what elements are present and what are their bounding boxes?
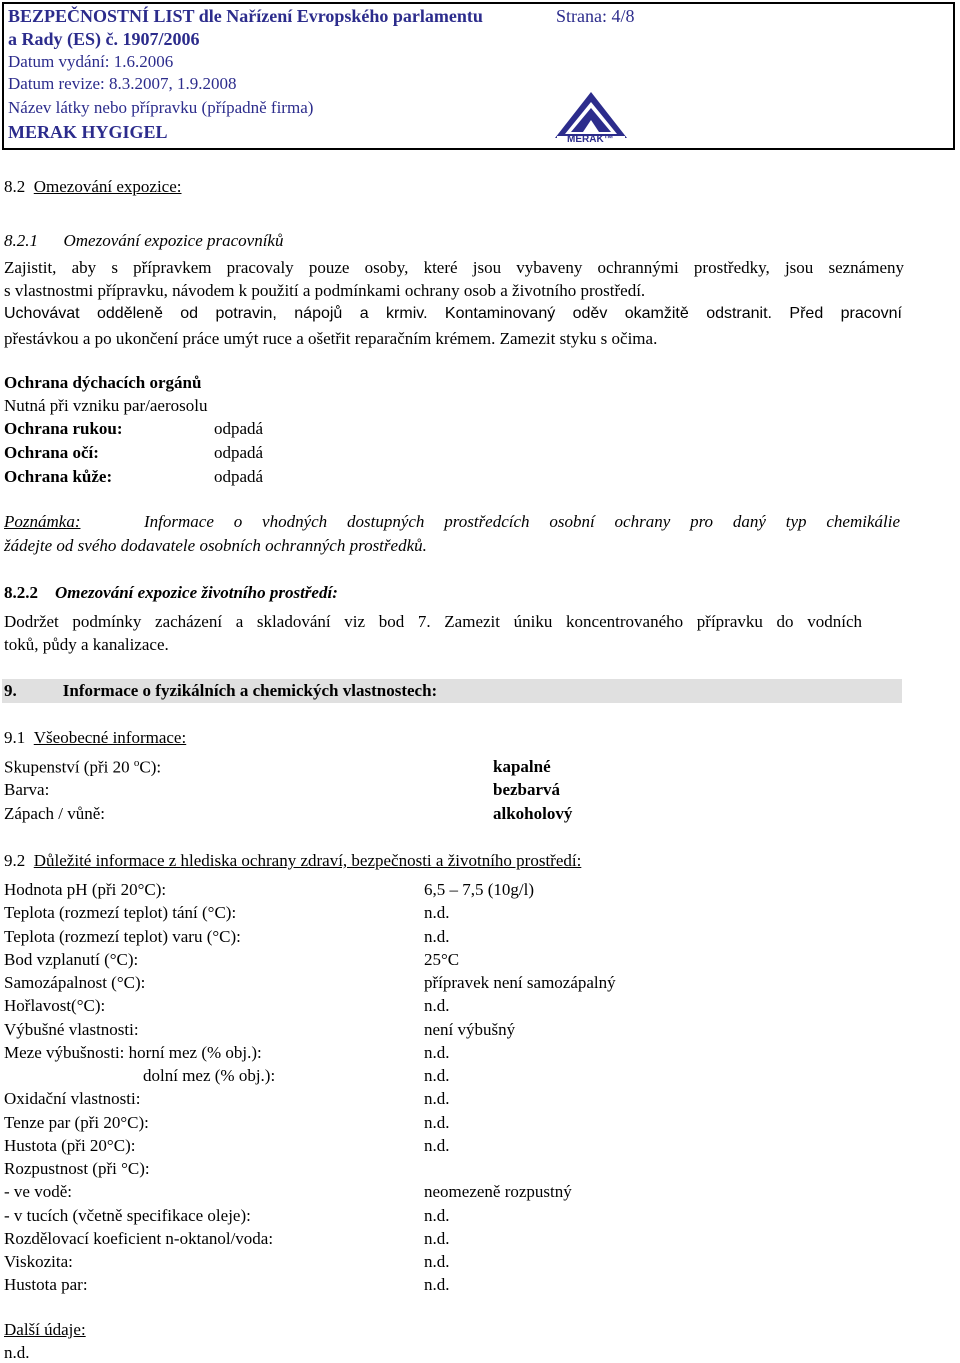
protection-paragraph-line2: s vlastnostmi přípravku, návodem k použití a podmínkami ochrany osob a životního prostředí. (4, 281, 646, 300)
issue-date: Datum vydání: 1.6.2006 (8, 52, 174, 71)
section-title: Všeobecné informace: (33, 728, 187, 747)
header-title-line2: a Rady (ES) č. 1907/2006 (8, 29, 200, 49)
note-line1: Informace o vhodných dostupných prostředcích osobní ochrany pro daný typ chemikálie (144, 512, 900, 531)
storage-paragraph-line2: přestávkou a po ukončení práce umýt ruce a ošetřit reparačním krémem. Zamezit styku s očima. (4, 329, 658, 348)
merak-logo (553, 90, 629, 148)
note-line2: žádejte od svého dodavatele osobních ochranných prostředků. (4, 536, 427, 555)
section-9-heading (4, 681, 437, 701)
property-label: Hodnota pH (při 20°C): (4, 880, 167, 899)
property-label: Meze výbušnosti: horní mez (% obj.): (4, 1043, 262, 1062)
property-value: n.d. (424, 1229, 450, 1248)
section-8-2-1-heading (4, 231, 283, 251)
property-value: neomezeně rozpustný (424, 1182, 572, 1201)
further-data-title: Další údaje: (4, 1320, 86, 1339)
property-label: Samozápalnost (°C): (4, 973, 146, 992)
property-label: Teplota (rozmezí teplot) varu (°C): (4, 927, 241, 946)
page-number: Strana: 4/8 (556, 6, 635, 26)
section-number: 9.2 (4, 851, 26, 870)
property-label: - ve vodě: (4, 1182, 72, 1201)
skin-protection-value: odpadá (214, 467, 264, 486)
eye-protection-label: Ochrana očí: (4, 443, 99, 462)
environment-line1: Dodržet podmínky zacházení a skladování viz bod 7. Zamezit úniku koncentrovaného přípravku do vodních (4, 612, 862, 631)
property-label: Rozdělovací koeficient n-oktanol/voda: (4, 1229, 274, 1248)
label-text: Barva: (4, 780, 50, 799)
hand-protection-label: Ochrana rukou: (4, 419, 123, 438)
hand-protection-value: odpadá (214, 419, 264, 438)
further-data-value: n.d. (4, 1343, 30, 1362)
property-label: Výbušné vlastnosti: (4, 1020, 139, 1039)
section-title: Omezování expozice pracovníků (63, 231, 284, 250)
general-info-value: bezbarvá (493, 780, 561, 799)
section-number: 8.2.2 (4, 583, 38, 602)
skin-protection-label: Ochrana kůže: (4, 467, 113, 486)
property-value: n.d. (424, 996, 450, 1015)
product-name-label: Název látky nebo přípravku (případně firma) (8, 98, 314, 117)
section-9-1-heading (4, 728, 186, 748)
section-8-2-2-heading (4, 583, 338, 603)
property-label: Viskozita: (4, 1252, 73, 1271)
section-number: 9.1 (4, 728, 26, 747)
section-number: 9. (4, 681, 17, 700)
label-text: Zápach / vůně: (4, 804, 106, 823)
section-title: Omezování expozice životního prostředí: (55, 583, 338, 602)
property-value: 6,5 – 7,5 (10g/l) (424, 880, 535, 899)
property-value: n.d. (424, 927, 450, 946)
property-value: n.d. (424, 1275, 450, 1294)
property-label: Bod vzplanutí (°C): (4, 950, 139, 969)
section-title: Omezování expozice: (33, 177, 182, 196)
general-info-value: alkoholový (493, 804, 573, 823)
property-label: Tenze par (při 20°C): (4, 1113, 149, 1132)
label-text: Skupenství (při 20 (4, 757, 134, 777)
section-title: Důležité informace z hlediska ochrany zdraví, bezpečnosti a životního prostředí: (33, 851, 582, 870)
respiratory-protection-text: Nutná při vzniku par/aerosolu (4, 396, 208, 415)
property-value: n.d. (424, 1043, 450, 1062)
property-label: Rozpustnost (při °C): (4, 1159, 150, 1178)
property-value: n.d. (424, 1136, 450, 1155)
property-label: Teplota (rozmezí teplot) tání (°C): (4, 903, 237, 922)
protection-paragraph-line1: Zajistit, aby s přípravkem pracovaly pouze osoby, které jsou vybaveny ochrannými prostředky, jsou seznámeny (4, 258, 904, 277)
header-title-line1: BEZPEČNOSTNÍ LIST dle Nařízení Evropského parlamentu (8, 6, 483, 26)
environment-line2: toků, půdy a kanalizace. (4, 635, 169, 654)
degree-superscript: o (133, 757, 140, 769)
property-value: n.d. (424, 1113, 450, 1132)
property-value: n.d. (424, 1252, 450, 1271)
section-9-2-heading (4, 851, 581, 871)
product-name: MERAK HYGIGEL (8, 122, 168, 142)
property-label: Hustota (při 20°C): (4, 1136, 136, 1155)
label-text: C): (139, 757, 162, 777)
section-number: 8.2.1 (4, 231, 38, 250)
logo-text: MERAK™ (567, 134, 614, 145)
section-number: 8.2 (4, 177, 26, 196)
revision-date: Datum revize: 8.3.2007, 1.9.2008 (8, 74, 237, 93)
property-value: 25°C (424, 950, 460, 969)
property-label: dolní mez (% obj.): (143, 1066, 276, 1085)
property-label: Hustota par: (4, 1275, 88, 1294)
property-value: není výbušný (424, 1020, 516, 1039)
section-title: Informace o fyzikálních a chemických vlastnostech: (62, 681, 438, 700)
general-info-label (4, 804, 105, 824)
property-value: n.d. (424, 1206, 450, 1225)
respiratory-protection-title: Ochrana dýchacích orgánů (4, 373, 202, 392)
property-label: Oxidační vlastnosti: (4, 1089, 141, 1108)
property-label: - v tucích (včetně specifikace oleje): (4, 1206, 251, 1225)
note-label: Poznámka: (4, 512, 81, 531)
property-value: n.d. (424, 903, 450, 922)
eye-protection-value: odpadá (214, 443, 264, 462)
general-info-label (4, 780, 49, 800)
general-info-label (4, 757, 161, 778)
section-8-2-heading (4, 177, 182, 197)
property-value: n.d. (424, 1089, 450, 1108)
property-label: Hořlavost(°C): (4, 996, 106, 1015)
storage-paragraph-line1: Uchovávat odděleně od potravin, nápojů a krmiv. Kontaminovaný oděv okamžitě odstranit. Před pracovní (4, 305, 902, 322)
general-info-value: kapalné (493, 757, 551, 776)
property-value: n.d. (424, 1066, 450, 1085)
property-value: přípravek není samozápalný (424, 973, 616, 992)
